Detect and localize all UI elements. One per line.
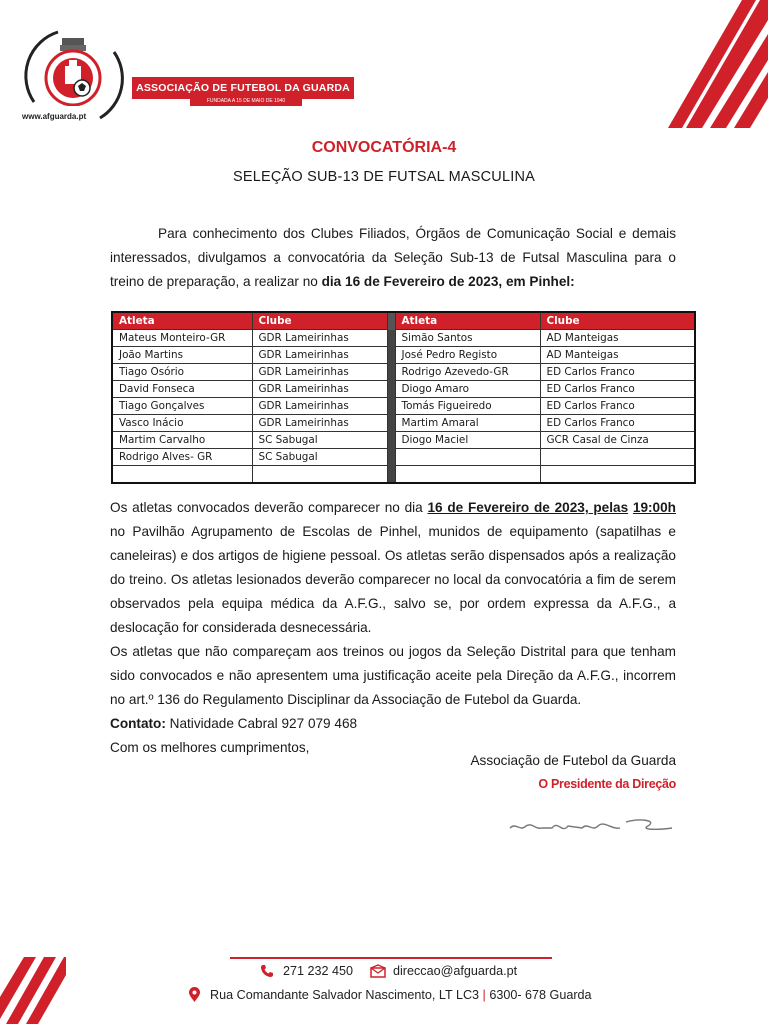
club-cell: GDR Lameirinhas bbox=[252, 364, 387, 381]
intro-paragraph bbox=[110, 222, 676, 294]
footer-stripes-decoration bbox=[0, 957, 66, 1024]
footer-phone[interactable]: 271 232 450 bbox=[283, 964, 354, 978]
crest-icon bbox=[42, 36, 104, 106]
club-cell bbox=[540, 466, 695, 484]
club-cell: GDR Lameirinhas bbox=[252, 330, 387, 347]
club-cell: ED Carlos Franco bbox=[540, 364, 695, 381]
club-cell: AD Manteigas bbox=[540, 347, 695, 364]
athlete-cell: Diogo Maciel bbox=[395, 432, 540, 449]
footer-email[interactable]: direccao@afguarda.pt bbox=[393, 964, 518, 978]
athlete-cell: Tiago Gonçalves bbox=[112, 398, 252, 415]
signature-role: O Presidente da Direção bbox=[538, 777, 676, 791]
athlete-cell: Mateus Monteiro-GR bbox=[112, 330, 252, 347]
athlete-cell: Vasco Inácio bbox=[112, 415, 252, 432]
club-cell: ED Carlos Franco bbox=[540, 381, 695, 398]
club-cell: ED Carlos Franco bbox=[540, 398, 695, 415]
athlete-cell: Tomás Figueiredo bbox=[395, 398, 540, 415]
club-cell: GDR Lameirinhas bbox=[252, 398, 387, 415]
table-row bbox=[112, 432, 695, 449]
penalty-paragraph: Os atletas que não compareçam aos treinos ou jogos da Seleção Distrital para que tenham sido convocados e não apresentem uma justificação aceite pela Direção da A.F.G., incorrem no art.º 136 do Regulamento Disciplinar da Associação de Futebol da Guarda. bbox=[110, 644, 676, 707]
athlete-cell: Rodrigo Alves- GR bbox=[112, 449, 252, 466]
intro-date: dia 16 de Fevereiro de 2023, em Pinhel: bbox=[321, 274, 575, 289]
column-separator bbox=[387, 415, 395, 432]
column-separator bbox=[387, 466, 395, 484]
club-cell: GDR Lameirinhas bbox=[252, 381, 387, 398]
athlete-cell bbox=[395, 449, 540, 466]
header-athlete: Atleta bbox=[112, 312, 252, 330]
contact-label: Contato: bbox=[110, 716, 166, 731]
instructions-text: Os atletas convocados deverão comparecer no dia bbox=[110, 500, 428, 515]
athletes-table bbox=[111, 311, 696, 484]
body-text bbox=[110, 496, 676, 760]
athlete-cell: David Fonseca bbox=[112, 381, 252, 398]
table-row bbox=[112, 415, 695, 432]
athlete-cell: Rodrigo Azevedo-GR bbox=[395, 364, 540, 381]
document-subtitle: SELEÇÃO SUB-13 DE FUTSAL MASCULINA bbox=[233, 169, 535, 185]
table-row bbox=[112, 347, 695, 364]
website-link[interactable]: www.afguarda.pt bbox=[22, 112, 87, 121]
training-date: 16 de Fevereiro de 2023, pelas bbox=[427, 500, 629, 515]
club-cell: GDR Lameirinhas bbox=[252, 347, 387, 364]
closing-line: Com os melhores cumprimentos, bbox=[110, 740, 310, 755]
athlete-cell: Tiago Osório bbox=[112, 364, 252, 381]
instructions-text-cont: no Pavilhão Agrupamento de Escolas de Pinhel, munidos de equipamento (sapatilhas e caneleiras) e dos artigos de higiene pessoal. Os atletas serão dispensados após a realização do treino. Os atletas lesionados deverão comparecer no local da convocatória a fim de serem observados pela equipa médica da A.F.G., salvo se, por ordem expressa da A.F.G., a deslocação for considerada desnecessária. bbox=[110, 524, 676, 635]
header-stripes-decoration bbox=[660, 0, 768, 128]
signature-association: Associação de Futebol da Guarda bbox=[470, 753, 676, 768]
column-separator bbox=[387, 398, 395, 415]
athlete-cell: João Martins bbox=[112, 347, 252, 364]
club-cell: AD Manteigas bbox=[540, 330, 695, 347]
athlete-cell bbox=[112, 466, 252, 484]
column-separator bbox=[387, 347, 395, 364]
header-club: Clube bbox=[252, 312, 387, 330]
footer-divider bbox=[230, 957, 552, 959]
location-pin-icon bbox=[188, 987, 201, 1003]
club-cell bbox=[540, 449, 695, 466]
table-header-row bbox=[112, 312, 695, 330]
email-icon bbox=[370, 964, 386, 978]
club-cell: GDR Lameirinhas bbox=[252, 415, 387, 432]
handwritten-signature bbox=[508, 814, 678, 838]
intro-text: Para conhecimento dos Clubes Filiados, Órgãos de Comunicação Social e demais interessados, divulgamos a convocatória da Seleção Sub-13 de Futsal Masculina para o treino de preparação, a realizar no bbox=[110, 226, 676, 289]
club-cell: GCR Casal de Cinza bbox=[540, 432, 695, 449]
contact-value: Natividade Cabral 927 079 468 bbox=[165, 716, 358, 731]
table-row bbox=[112, 466, 695, 484]
column-separator bbox=[387, 330, 395, 347]
table-row bbox=[112, 381, 695, 398]
header-athlete: Atleta bbox=[395, 312, 540, 330]
address-separator: | bbox=[482, 988, 486, 1002]
column-separator bbox=[387, 312, 395, 330]
header-club: Clube bbox=[540, 312, 695, 330]
training-time: 19:00h bbox=[632, 500, 676, 515]
founded-subtitle: FUNDADA A 15 DE MAIO DE 1940 bbox=[190, 97, 302, 106]
club-cell: ED Carlos Franco bbox=[540, 415, 695, 432]
athlete-cell: Martim Amaral bbox=[395, 415, 540, 432]
athlete-cell: Diogo Amaro bbox=[395, 381, 540, 398]
footer-address bbox=[210, 988, 592, 1002]
athlete-cell: Martim Carvalho bbox=[112, 432, 252, 449]
club-cell: SC Sabugal bbox=[252, 449, 387, 466]
table-row bbox=[112, 398, 695, 415]
athlete-cell: José Pedro Registo bbox=[395, 347, 540, 364]
address-postal: 6300- 678 Guarda bbox=[489, 988, 592, 1002]
document-title: CONVOCATÓRIA-4 bbox=[311, 139, 457, 156]
address-street: Rua Comandante Salvador Nascimento, LT LC3 bbox=[210, 988, 480, 1002]
column-separator bbox=[387, 381, 395, 398]
athlete-cell: Simão Santos bbox=[395, 330, 540, 347]
column-separator bbox=[387, 364, 395, 381]
table-row bbox=[112, 330, 695, 347]
column-separator bbox=[387, 432, 395, 449]
association-banner: ASSOCIAÇÃO DE FUTEBOL DA GUARDA bbox=[132, 77, 354, 99]
column-separator bbox=[387, 449, 395, 466]
club-cell bbox=[252, 466, 387, 484]
table-row bbox=[112, 364, 695, 381]
table-row bbox=[112, 449, 695, 466]
athlete-cell bbox=[395, 466, 540, 484]
contact-line bbox=[110, 712, 676, 736]
club-cell: SC Sabugal bbox=[252, 432, 387, 449]
phone-icon bbox=[260, 964, 274, 978]
instructions-paragraph bbox=[110, 496, 676, 640]
